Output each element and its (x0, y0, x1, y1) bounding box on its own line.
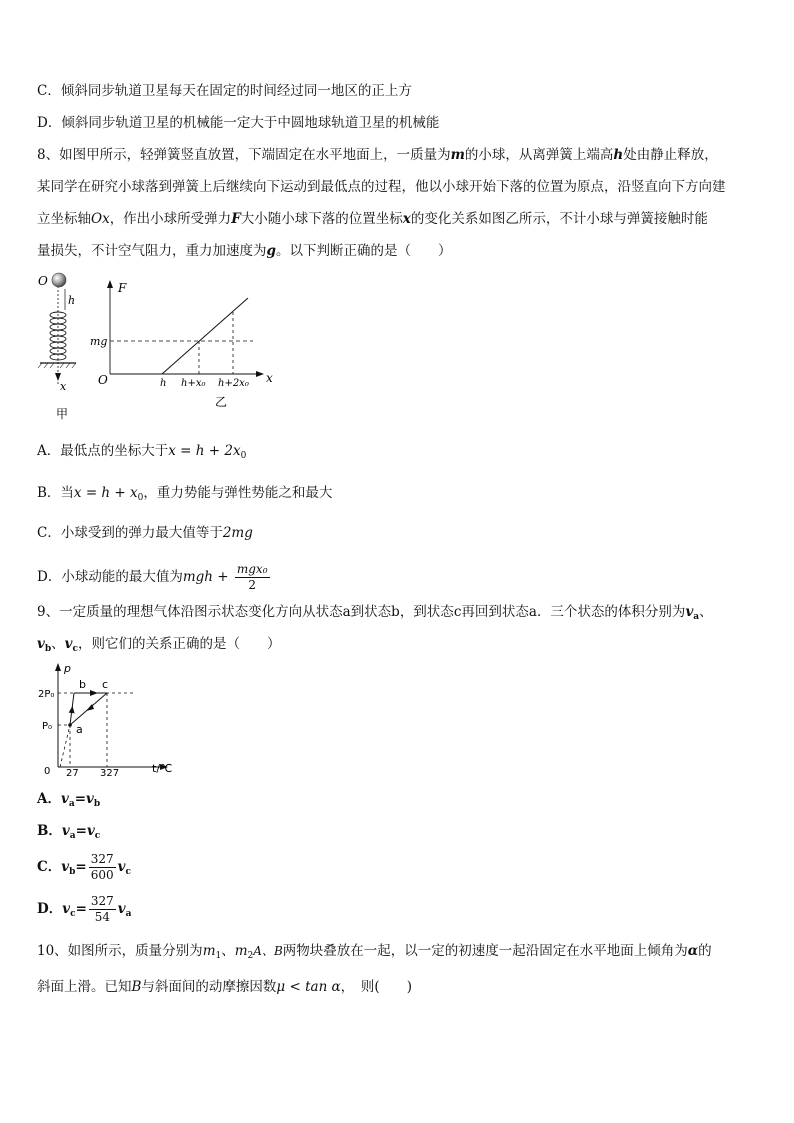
q9-option-a: A．$v_a=v_b$ (37, 791, 101, 809)
label-c: c (102, 678, 109, 691)
q8-option-b: B．当$x = h + x_0$，重力势能与弹性势能之和最大 (37, 485, 333, 503)
origin-label: 0 (44, 766, 51, 777)
ball (52, 273, 66, 287)
q8-figure-jia (36, 268, 86, 428)
q8-figure-yi (88, 278, 288, 418)
q8-stem-line3: 立坐标轴Ox，作出小球所受弹力F大小随小球下落的位置坐标x的变化关系如图乙所示，不计小球与弹簧接触时能 (37, 211, 708, 227)
extension-dashed (60, 725, 70, 767)
x-axis-label: x (266, 371, 273, 385)
q8-option-a: A．最低点的坐标大于$x = h + 2x_0$ (37, 443, 247, 461)
origin-label: O (98, 373, 108, 387)
q9-graph (36, 660, 186, 780)
figure-caption-yi: 乙 (215, 395, 228, 409)
tick-h-plus-x0: h+x₀ (181, 378, 206, 389)
x-label: x (60, 380, 67, 393)
arrow-b-c (90, 690, 98, 696)
q8-option-c: C．小球受到的弹力最大值等于2mg (37, 525, 253, 541)
figure-caption-jia: 甲 (56, 407, 69, 421)
q10-stem-line2: 斜面上滑。已知B与斜面间的动摩擦因数μ < tan α， 则( ) (37, 979, 412, 995)
point-a (68, 723, 72, 727)
tick-27: 27 (66, 768, 79, 779)
mg-label: mg (90, 335, 108, 348)
tick-2p0: 2P₀ (38, 689, 55, 700)
p-axis-arrow (55, 663, 61, 671)
force-line (162, 298, 248, 374)
tick-h: h (160, 378, 167, 389)
fraction: $\frac{\text{mgx₀}}{2}$ (236, 562, 268, 592)
x-axis-arrow (256, 371, 264, 377)
tick-327: 327 (100, 768, 120, 779)
origin-label: O (38, 274, 48, 288)
label-b: b (79, 678, 86, 691)
t-axis-label: t/℃ (152, 762, 173, 775)
label-a: a (76, 723, 83, 736)
tick-p0: P₀ (42, 721, 53, 732)
arrow-a-b (69, 706, 76, 714)
q9-option-c: C．$v_b=$ $\frac{327}{600}$ $v_c$ (37, 852, 131, 882)
p-axis-label: p (64, 662, 71, 675)
f-axis-arrow (107, 280, 113, 288)
tick-h-plus-2x0: h+2x₀ (218, 378, 249, 389)
ground-hatch (38, 363, 76, 368)
q7-option-c: C．倾斜同步轨道卫星每天在固定的时间经过同一地区的正上方 (37, 83, 412, 99)
q7-option-d: D．倾斜同步轨道卫星的机械能一定大于中圆地球轨道卫星的机械能 (37, 115, 440, 131)
q10-stem-line1: 10、如图所示，质量分别为$m_1$、$m_2A$、B两物块叠放在一起，以一定的初速度一起沿固定在水平地面上倾角为α的 (37, 943, 712, 961)
fraction: $\frac{327}{54}$ (90, 894, 114, 924)
fraction: $\frac{327}{600}$ (90, 852, 114, 882)
q8-stem-line1: 8、如图甲所示，轻弹簧竖直放置，下端固定在水平地面上，一质量为m的小球，从离弹簧上端高h处由静止释放， (37, 147, 718, 163)
q9-stem-line2: $v_b$、$v_c$，则它们的关系正确的是（ ） (37, 636, 281, 654)
q9-option-b: B．$v_a=v_c$ (37, 823, 101, 841)
q9-option-d: D．$v_c=$ $\frac{327}{54}$ $v_a$ (37, 894, 132, 924)
q9-stem-line1: 9、一定质量的理想气体沿图示状态变化方向从状态a到状态b，到状态c再回到状态a．三个状态的体积分别为$v_a$、 (37, 604, 713, 622)
q8-option-d: D．小球动能的最大值为mgh + $\frac{\text{mgx₀}}{2}$ (37, 562, 268, 592)
q8-stem-line4: 量损失，不计空气阻力，重力加速度为g。以下判断正确的是（ ） (37, 243, 452, 259)
q8-stem-line2: 某同学在研究小球落到弹簧上后继续向下运动到最低点的过程，他以小球开始下落的位置为原点，沿竖直向下方向建 (37, 179, 726, 195)
f-axis-label: F (118, 281, 127, 295)
h-label: h (68, 294, 76, 307)
